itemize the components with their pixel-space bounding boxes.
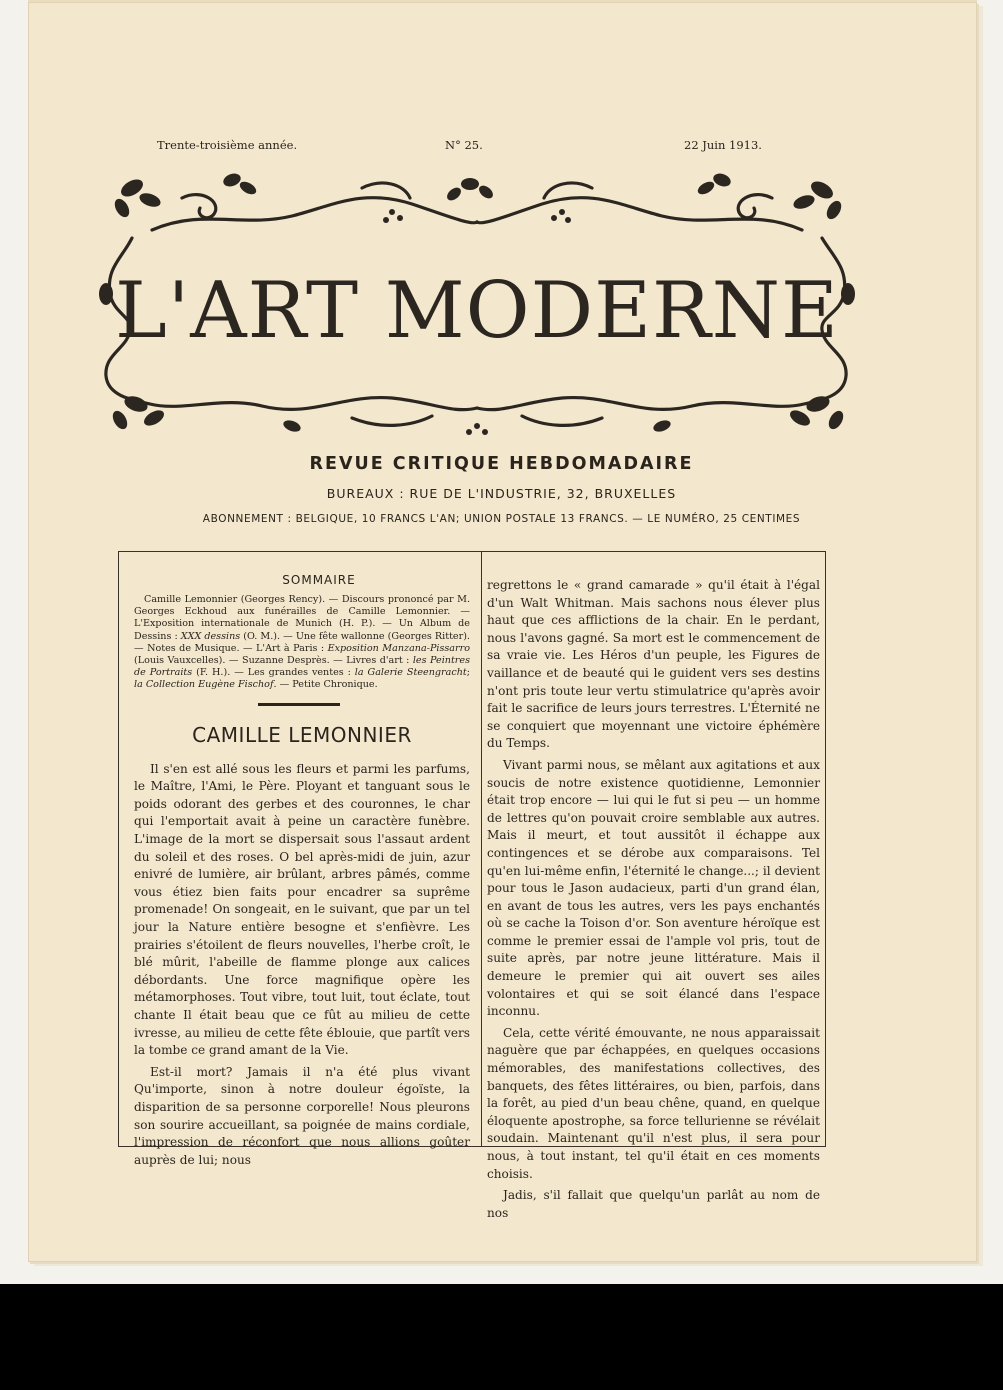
sommaire-part: ; xyxy=(466,667,470,679)
article-paragraph: Cela, cette vérité émouvante, ne nous apparaissait naguère que par échappées, en quelques occasions mémorables, des manifestations collectives, des banquets, des fêtes littéraires, ou bien, parfois, dans la forêt, au pied d'un beau chêne, quand, en quelque éloquente apostrophe, sa force tellurienne se révélait soudain. Maintenant qu'il n'est plus, il sera pour nous, à tout instant, tel qu'il était en ces moments choisis. xyxy=(487,1025,820,1181)
article-paragraph: regrettons le « grand camarade » qu'il était à l'égal d'un Walt Whitman. Mais sachons nous élever plus haut que ces afflictions de la chair. En le perdant, nous l'avons gagné. Sa mort est le commencement de sa vraie vie. Les Héros d'un peuple, les Figures de vaillance et de beauté qui le guident vers ses destins n'ont pris toute leur vertu stimulatrice qu'après avoir fait le sacrifice de leurs jours terrestres. L'Éternité ne se conquiert que moyennant une victoire éphémère du Temps. xyxy=(487,578,820,751)
sommaire-part: la Collection Eugène Fischof xyxy=(134,679,274,691)
article-title: CAMILLE LEMONNIER xyxy=(192,722,412,747)
left-column xyxy=(134,573,470,1173)
sommaire-part: les Peintres de Portraits xyxy=(134,655,470,679)
article-paragraph: Il s'en est allé sous les fleurs et parmi les parfums, le Maître, l'Ami, le Père. Ployant et tanguant sous le poids odorant des gerbes et des couronnes, le char qui l'emportait avait à peine un caractère funèbre. L'image de la mort se dispersait sous l'assaut ardent du soleil et des roses. O bel après-midi de juin, azur enivré de lumière, air brûlant, arbres pâmés, comme vous étiez bien faits pour encadrer sa suprême promenade! On songeait, en le suivant, que par un tel jour la Nature entière besogne et s'enfièvre. Les prairies s'étoilent de fleurs nouvelles, l'herbe croît, le blé mûrit, l'abeille de flamme plonge aux calices débordants. Une force magnifique opère les métamorphoses. Tout vibre, tout luit, tout éclate, tout chante Il était beau que ce fût au milieu de cette ivresse, au milieu de cette fête éblouie, que partît vers la tombe ce grand amant de la Vie. xyxy=(134,761,470,1058)
column-divider xyxy=(481,551,482,1147)
section-rule xyxy=(258,703,340,706)
issue-meta-line xyxy=(157,138,797,154)
article-paragraph: Jadis, s'il fallait que quelqu'un parlât au nom de nos xyxy=(487,1188,820,1220)
sommaire-part: Exposition Manzana-Pissarro xyxy=(327,642,470,654)
sommaire-heading: SOMMAIRE xyxy=(282,573,356,587)
sommaire-part: (Louis Vauxcelles). — Suzanne Desprès. — Livres d'art : xyxy=(134,655,413,667)
issue-date: 22 Juin 1913. xyxy=(684,138,762,152)
sommaire-part: la Galerie Steengracht xyxy=(354,667,467,679)
sommaire-part: Camille Lemonnier (Georges Rency). — Discours prononcé par M. Georges Eckhoud aux funérailles de Camille Lemonnier. — L'Exposition internationale de Munich (H. P.). — Un Album de Dessins : xyxy=(134,594,470,642)
sommaire-part: . — Petite Chronique. xyxy=(273,679,378,691)
year-label: Trente-troisième année. xyxy=(157,138,298,152)
right-column xyxy=(487,577,820,1226)
sommaire-part: (O. M.). — Une fête wallonne (Georges Ritter). — Notes de Musique. — L'Art à Paris : xyxy=(134,630,470,654)
article-paragraph: Est-il mort? Jamais il n'a été plus vivant Qu'importe, sinon à notre douleur égoïste, la disparition de sa personne corporelle! Nous pleurons son sourire accueillant, sa poignée de mains cordiale, l'impression de réconfort que nous allions goûter auprès de lui; nous xyxy=(134,1064,470,1167)
masthead xyxy=(92,168,862,448)
article-paragraph: Vivant parmi nous, se mêlant aux agitations et aux soucis de notre existence quotidienne, Lemonnier était trop encore — lui qui le fut si peu — un homme de lettres qu'on pouvait croire semblable aux autres. Mais il meurt, et tout aussitôt il échappe aux contingences et se dérobe aux comparaisons. Tel qu'en lui-même enfin, l'éternité le change...; il devient pour tous le Jason audacieux, parti d'un grand élan, en avant de tous les autres, vers les pays enchantés où se cache la Toison d'or. Son aventure héroïque est comme le premier essai de l'ample vol pris, tout de suite après, par notre jeune littérature. Mais il demeure le premier qui ait ouvert ses ailes volontaires et qui se soit élancé dans l'espace inconnu. xyxy=(487,757,820,1019)
issue-number: N° 25. xyxy=(445,138,483,152)
bottom-banner xyxy=(0,1284,1003,1390)
sommaire-text xyxy=(134,594,470,692)
sommaire-part: XXX dessins xyxy=(180,630,241,642)
office-address: BUREAUX : RUE DE L'INDUSTRIE, 32, BRUXELLES xyxy=(326,486,677,501)
subscription-info: ABONNEMENT : BELGIQUE, 10 FRANCS L'AN; UNION POSTALE 13 FRANCS. — LE NUMÉRO, 25 CENTIMES xyxy=(202,513,801,525)
masthead-title: L'ART MODERNE xyxy=(115,266,839,356)
publication-subtitle: REVUE CRITIQUE HEBDOMADAIRE xyxy=(309,454,694,474)
sommaire-part: (F. H.). — Les grandes ventes : xyxy=(192,667,355,679)
